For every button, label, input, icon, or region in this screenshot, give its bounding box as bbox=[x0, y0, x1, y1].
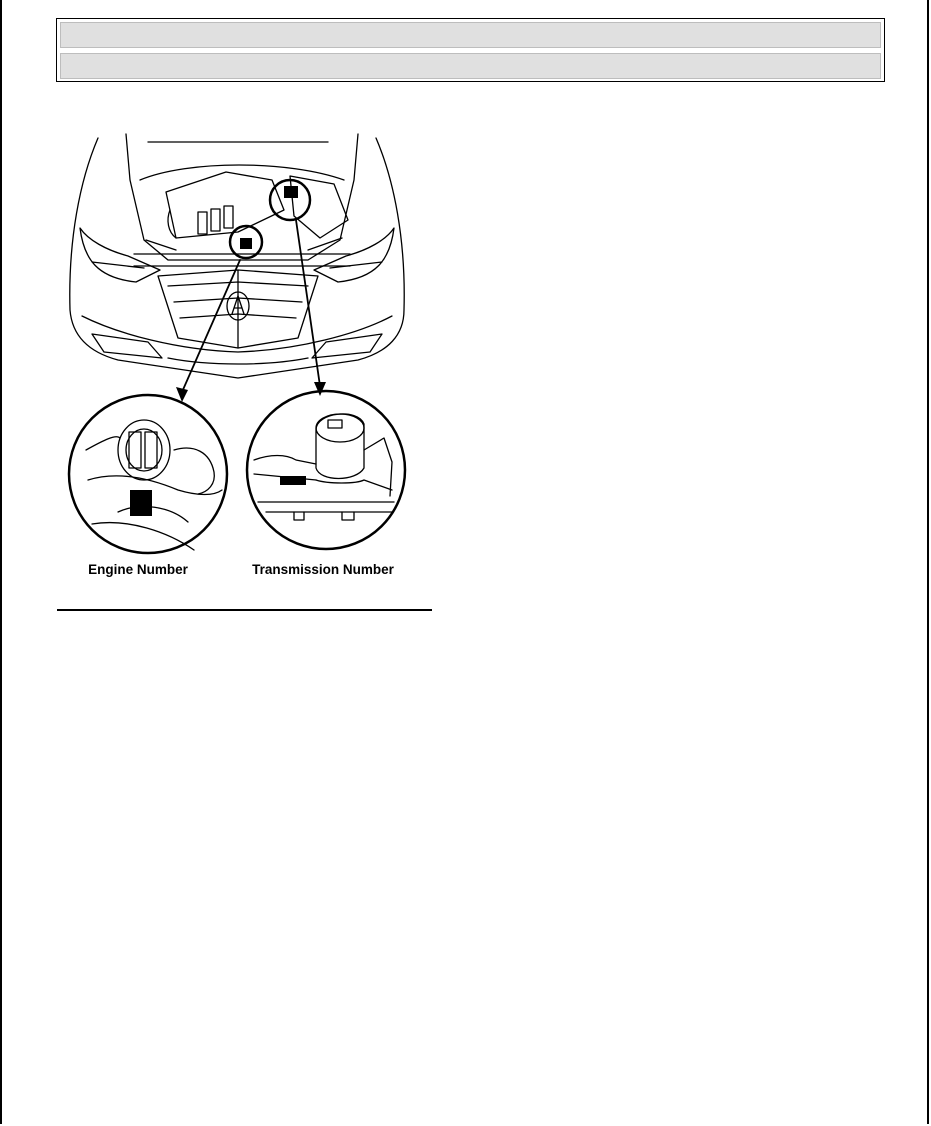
header-title-bar bbox=[60, 22, 881, 48]
transmission-number-caption: Transmission Number bbox=[252, 562, 394, 577]
engine-leader-arrow bbox=[176, 260, 240, 402]
transmission-leader-arrow bbox=[296, 220, 326, 396]
header-subtitle-bar bbox=[60, 53, 881, 79]
engine-number-caption: Engine Number bbox=[88, 562, 188, 577]
engine-callout-circle bbox=[230, 226, 262, 258]
transmission-number-detail bbox=[247, 391, 405, 549]
section-divider bbox=[57, 609, 432, 611]
transmission-callout-circle bbox=[270, 180, 310, 220]
engine-number-detail bbox=[69, 395, 227, 553]
document-header bbox=[56, 18, 885, 82]
engine-transmission-location-figure bbox=[58, 120, 438, 590]
